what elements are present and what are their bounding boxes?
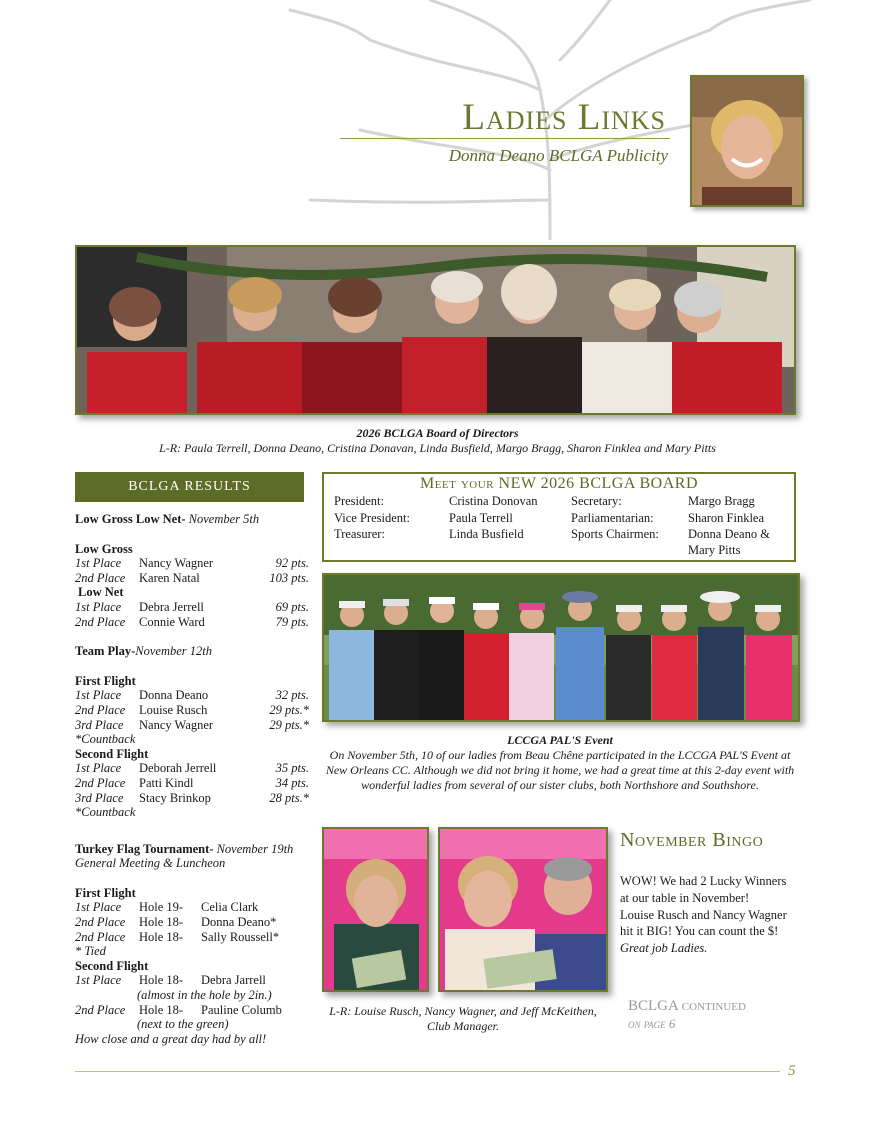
board-member: Linda Busfield bbox=[449, 527, 524, 541]
bingo-winner-photo-2 bbox=[438, 827, 608, 992]
result-row: 3rd Place Nancy Wagner 29 pts.* bbox=[75, 717, 309, 732]
continued-page: on page 6 bbox=[628, 1016, 676, 1031]
board-role: President: bbox=[334, 494, 384, 508]
result-note: (next to the green) bbox=[137, 1017, 229, 1032]
bingo-winner-photo-1 bbox=[322, 827, 429, 992]
first-flight-heading: First Flight bbox=[75, 673, 136, 688]
board-member: Cristina Donovan bbox=[449, 494, 538, 508]
result-row: 3rd Place Stacy Brinkop 28 pts.* bbox=[75, 790, 309, 805]
result-row: 2nd Place Hole 18- Pauline Columb bbox=[75, 1002, 282, 1017]
turkey-second-flight-heading: Second Flight bbox=[75, 958, 149, 973]
board-of-directors-photo bbox=[75, 245, 796, 415]
author-portrait-photo bbox=[690, 75, 804, 207]
turkey-date: November 19th bbox=[213, 841, 294, 856]
board-role: Secretary: bbox=[571, 494, 622, 508]
result-row: 1st Place Hole 18- Debra Jarrell bbox=[75, 973, 266, 988]
board-role: Parliamentarian: bbox=[571, 510, 654, 525]
board-photo-caption bbox=[75, 426, 800, 456]
bingo-paragraph: Louise Rusch and Nancy Wagner hit it BIG! You can count the $! bbox=[620, 907, 787, 939]
closing-remark: How close and a great day had by all! bbox=[75, 1031, 267, 1046]
page-title: Ladies Links bbox=[462, 97, 666, 138]
bingo-body bbox=[620, 873, 795, 957]
continued-note bbox=[628, 998, 798, 1032]
results-heading: BCLGA RESULTS bbox=[75, 472, 304, 502]
bingo-photo-caption: L-R: Louise Rusch, Nancy Wagner, and Jeff McKeithen, Club Manager. bbox=[329, 1004, 597, 1033]
turkey-title: Turkey Flag Tournament- bbox=[75, 841, 214, 856]
result-row: 1st Place Donna Deano 32 pts. bbox=[75, 688, 309, 703]
result-note: (almost in the hole by 2in.) bbox=[137, 988, 272, 1003]
new-board-list bbox=[334, 493, 794, 557]
result-row: 1st Place Nancy Wagner 92 pts. bbox=[75, 556, 309, 571]
low-gross-heading: Low Gross bbox=[75, 541, 133, 556]
tied-note: * Tied bbox=[75, 944, 106, 959]
bingo-paragraph: WOW! We had 2 Lucky Winners at our table in November! bbox=[620, 874, 787, 905]
pals-event-title: LCCGA PAL'S Event bbox=[507, 733, 613, 747]
turkey-subtitle: General Meeting & Luncheon bbox=[75, 856, 226, 871]
countback-note: *Countback bbox=[75, 805, 136, 820]
board-role: Treasurer: bbox=[334, 527, 385, 541]
result-row: 1st Place Deborah Jerrell 35 pts. bbox=[75, 761, 309, 776]
result-row: 2nd Place Louise Rusch 29 pts.* bbox=[75, 702, 309, 717]
board-photo-caption-names: L-R: Paula Terrell, Donna Deano, Cristina Donavan, Linda Busfield, Margo Bragg, Sharon Finklea and Mary Pitts bbox=[159, 441, 716, 455]
board-member: Mary Pitts bbox=[688, 542, 741, 557]
team-play-title: Team Play- bbox=[75, 644, 136, 659]
second-flight-heading: Second Flight bbox=[75, 746, 149, 761]
result-row: 1st Place Hole 19- Celia Clark bbox=[75, 900, 259, 915]
pals-event-caption bbox=[322, 733, 798, 793]
board-photo-caption-title: 2026 BCLGA Board of Directors bbox=[356, 426, 519, 440]
bingo-title: November Bingo bbox=[620, 829, 764, 851]
result-row: 2nd Place Karen Natal 103 pts. bbox=[75, 570, 309, 585]
countback-note: *Countback bbox=[75, 732, 136, 747]
pals-event-body: On November 5th, 10 of our ladies from Beau Chêne participated in the LCCGA PAL'S Event at New Orleans CC. Although we did not bring it home, we had a great time at this 2-day event with wonderful ladies from several of our sister clubs, both Northshore and Southshore. bbox=[325, 748, 795, 792]
result-row: 2nd Place Connie Ward 79 pts. bbox=[75, 614, 309, 629]
team-play-date: November 12th bbox=[135, 644, 213, 659]
footer-divider bbox=[75, 1071, 780, 1072]
board-role: Sports Chairmen: bbox=[571, 527, 659, 541]
result-row: 1st Place Debra Jerrell 69 pts. bbox=[75, 599, 309, 614]
board-member: Margo Bragg bbox=[688, 494, 755, 508]
result-row: 2nd Place Hole 18- Donna Deano* bbox=[75, 915, 277, 930]
board-role: Vice President: bbox=[334, 510, 410, 525]
title-divider bbox=[340, 138, 670, 139]
board-member: Paula Terrell bbox=[449, 510, 513, 525]
bingo-paragraph: Great job Ladies. bbox=[620, 941, 708, 956]
new-board-title: Meet your NEW 2026 BCLGA BOARD bbox=[419, 475, 699, 492]
new-board-box bbox=[322, 472, 796, 562]
board-member: Sharon Finklea bbox=[688, 510, 765, 525]
turkey-first-flight-heading: First Flight bbox=[75, 885, 136, 900]
results-list bbox=[75, 512, 315, 1046]
low-net-heading: Low Net bbox=[78, 585, 124, 600]
result-row: 2nd Place Hole 18- Sally Roussell* bbox=[75, 929, 280, 944]
page-number: 5 bbox=[788, 1063, 796, 1079]
pals-event-group-photo bbox=[322, 573, 800, 722]
lgln-title: Low Gross Low Net- bbox=[75, 512, 186, 526]
lgln-date: November 5th bbox=[185, 512, 260, 526]
author-byline: Donna Deano BCLGA Publicity bbox=[448, 146, 668, 165]
continued-label: BCLGA continued bbox=[628, 998, 746, 1014]
board-member: Donna Deano & bbox=[688, 527, 770, 541]
result-row: 2nd Place Patti Kindl 34 pts. bbox=[75, 775, 309, 790]
